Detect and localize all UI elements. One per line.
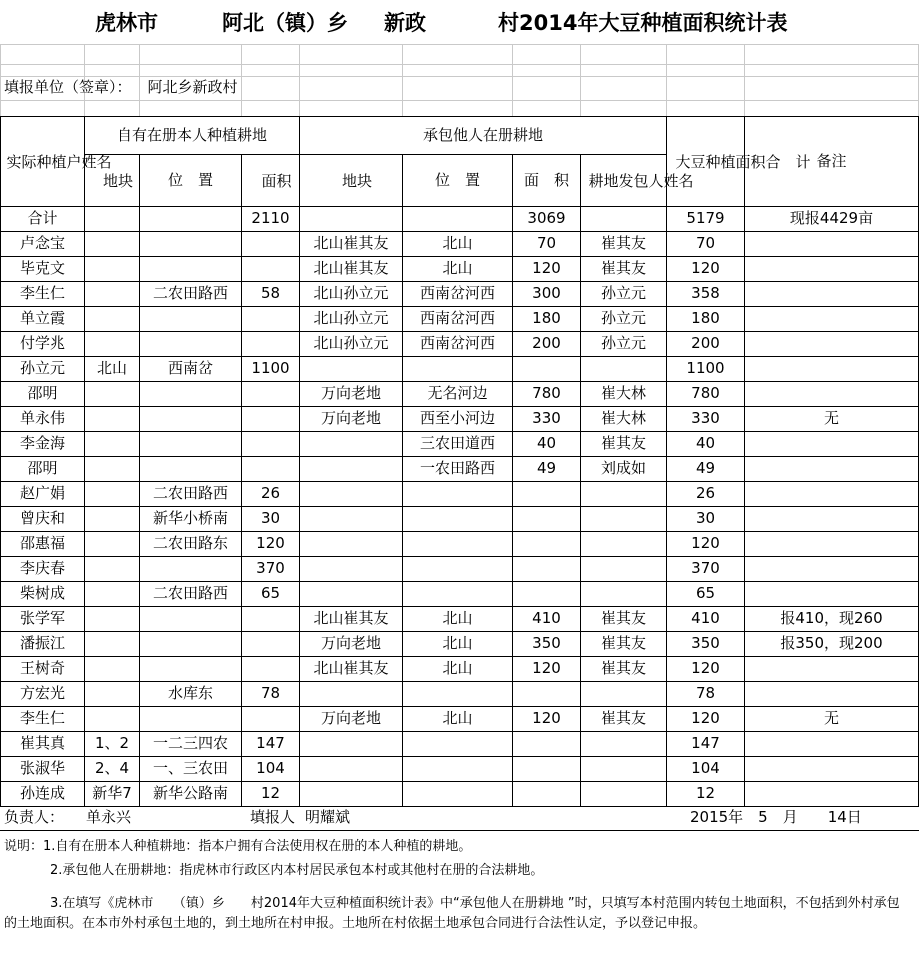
contract-location: 北山 xyxy=(403,657,513,682)
contract-area xyxy=(513,357,581,382)
own-location: 西南岔 xyxy=(140,357,242,382)
contract-area xyxy=(513,557,581,582)
remark: 无 xyxy=(745,707,919,732)
contract-owner: 崔其友 xyxy=(581,232,667,257)
total-area: 70 xyxy=(667,232,745,257)
contract-area xyxy=(513,482,581,507)
table-row xyxy=(1,657,919,682)
remark xyxy=(745,482,919,507)
contract-location xyxy=(403,757,513,782)
contract-area xyxy=(513,507,581,532)
own-plot xyxy=(85,657,140,682)
farmer-name: 邵明 xyxy=(1,382,85,407)
own-area xyxy=(242,257,300,282)
total-area: 410 xyxy=(667,607,745,632)
total-area: 120 xyxy=(667,532,745,557)
own-plot xyxy=(85,607,140,632)
contract-owner: 孙立元 xyxy=(581,332,667,357)
header-own-group: 自有在册本人种植耕地 xyxy=(85,117,300,155)
farmer-name: 潘振江 xyxy=(1,632,85,657)
own-plot xyxy=(85,332,140,357)
summary-own-area: 2110 xyxy=(242,207,300,232)
contract-plot xyxy=(300,532,403,557)
contract-location: 三农田道西 xyxy=(403,432,513,457)
own-area xyxy=(242,407,300,432)
total-area: 780 xyxy=(667,382,745,407)
total-area: 358 xyxy=(667,282,745,307)
own-plot xyxy=(85,707,140,732)
farmer-name: 崔其真 xyxy=(1,732,85,757)
contract-plot: 北山孙立元 xyxy=(300,282,403,307)
own-plot: 1、2 xyxy=(85,732,140,757)
contract-location: 一农田路西 xyxy=(403,457,513,482)
header-contract-owner: 耕地发包人姓名 xyxy=(581,155,667,207)
own-location xyxy=(140,382,242,407)
own-location: 新华公路南 xyxy=(140,782,242,807)
farmer-name: 毕克文 xyxy=(1,257,85,282)
footer-divider xyxy=(0,830,919,831)
total-area: 147 xyxy=(667,732,745,757)
note-2: 2.承包他人在册耕地：指虎林市行政区内本村居民承包本村或其他村在册的合法耕地。 xyxy=(50,863,544,878)
table-row xyxy=(1,457,919,482)
own-location: 一二三四农 xyxy=(140,732,242,757)
header-farmer: 实际种植户姓名 xyxy=(1,117,85,207)
table-row xyxy=(1,382,919,407)
contract-location xyxy=(403,557,513,582)
contract-owner: 崔其友 xyxy=(581,607,667,632)
contract-plot: 万向老地 xyxy=(300,707,403,732)
own-location xyxy=(140,607,242,632)
remark xyxy=(745,557,919,582)
farmer-name: 张学军 xyxy=(1,607,85,632)
page-title xyxy=(0,0,919,44)
contract-area xyxy=(513,757,581,782)
farmer-name: 赵广娟 xyxy=(1,482,85,507)
contract-location xyxy=(403,782,513,807)
contract-area xyxy=(513,782,581,807)
own-area xyxy=(242,232,300,257)
farmer-name: 李生仁 xyxy=(1,707,85,732)
table-row xyxy=(1,582,919,607)
note-3: 3.在填写《虎林市 （镇）乡 村2014年大豆种植面积统计表》中“承包他人在册耕地 ”时，只填写本村范围内转包土地面积，不包括到外村承包的土地面积。在本市外村承包土地的，到土地所在村申报。土地所在村依据土地承包合同进行合法性认定，予以登记申报。 xyxy=(4,896,900,931)
contract-owner: 崔大林 xyxy=(581,382,667,407)
contract-location xyxy=(403,507,513,532)
reporting-unit-value: 阿北乡新政村 xyxy=(147,78,238,96)
total-area: 49 xyxy=(667,457,745,482)
remark xyxy=(745,307,919,332)
own-plot xyxy=(85,407,140,432)
filler-name: 明耀斌 xyxy=(305,808,351,826)
own-area: 78 xyxy=(242,682,300,707)
title-town: 阿北（镇）乡 xyxy=(222,11,348,35)
table-row xyxy=(1,507,919,532)
remark xyxy=(745,507,919,532)
table-row xyxy=(1,282,919,307)
summary-label: 合计 xyxy=(1,207,85,232)
report-date: 2015年 5 月 14日 xyxy=(690,808,862,826)
remark xyxy=(745,757,919,782)
remark xyxy=(745,382,919,407)
own-plot: 2、4 xyxy=(85,757,140,782)
total-area: 200 xyxy=(667,332,745,357)
own-location xyxy=(140,632,242,657)
total-area: 120 xyxy=(667,257,745,282)
contract-location: 北山 xyxy=(403,232,513,257)
contract-location xyxy=(403,582,513,607)
own-location xyxy=(140,232,242,257)
remark xyxy=(745,457,919,482)
contract-location xyxy=(403,732,513,757)
farmer-name: 王树奇 xyxy=(1,657,85,682)
own-plot xyxy=(85,582,140,607)
own-location: 二农田路西 xyxy=(140,282,242,307)
contract-plot xyxy=(300,682,403,707)
total-area: 120 xyxy=(667,657,745,682)
own-location: 二农田路西 xyxy=(140,482,242,507)
remark xyxy=(745,782,919,807)
own-location: 二农田路西 xyxy=(140,582,242,607)
contract-plot xyxy=(300,757,403,782)
note-1: 说明：1.自有在册本人种植耕地：指本户拥有合法使用权在册的本人种植的耕地。 xyxy=(4,839,472,854)
farmer-name: 单永伟 xyxy=(1,407,85,432)
contract-owner: 崔其友 xyxy=(581,257,667,282)
remark xyxy=(745,432,919,457)
reporting-unit xyxy=(4,76,238,97)
contract-area: 120 xyxy=(513,707,581,732)
own-area xyxy=(242,307,300,332)
header-own-area: 面积 xyxy=(242,155,300,207)
table-row xyxy=(1,307,919,332)
contract-area xyxy=(513,532,581,557)
own-area: 26 xyxy=(242,482,300,507)
own-location xyxy=(140,332,242,357)
contract-plot: 北山孙立元 xyxy=(300,332,403,357)
total-area: 26 xyxy=(667,482,745,507)
own-area: 370 xyxy=(242,557,300,582)
contract-plot xyxy=(300,782,403,807)
total-area: 30 xyxy=(667,507,745,532)
own-area xyxy=(242,382,300,407)
contract-area: 200 xyxy=(513,332,581,357)
table-row xyxy=(1,782,919,807)
farmer-name: 曾庆和 xyxy=(1,507,85,532)
farmer-name: 单立霞 xyxy=(1,307,85,332)
own-location: 一、三农田 xyxy=(140,757,242,782)
contract-area: 40 xyxy=(513,432,581,457)
own-area xyxy=(242,457,300,482)
table-row xyxy=(1,732,919,757)
table-row xyxy=(1,257,919,282)
table-row xyxy=(1,482,919,507)
total-area: 78 xyxy=(667,682,745,707)
total-area: 330 xyxy=(667,407,745,432)
own-location xyxy=(140,407,242,432)
summary-total: 5179 xyxy=(667,207,745,232)
own-area xyxy=(242,607,300,632)
own-plot xyxy=(85,257,140,282)
contract-plot xyxy=(300,507,403,532)
contract-area: 120 xyxy=(513,257,581,282)
own-plot xyxy=(85,432,140,457)
contract-owner xyxy=(581,782,667,807)
contract-plot: 北山崔其友 xyxy=(300,657,403,682)
contract-owner: 刘成如 xyxy=(581,457,667,482)
remark xyxy=(745,282,919,307)
contract-area: 70 xyxy=(513,232,581,257)
farmer-name: 卢念宝 xyxy=(1,232,85,257)
remark xyxy=(745,357,919,382)
total-area: 370 xyxy=(667,557,745,582)
own-plot xyxy=(85,282,140,307)
total-area: 12 xyxy=(667,782,745,807)
summary-contract-area: 3069 xyxy=(513,207,581,232)
header-remark: 备注 xyxy=(745,117,919,207)
own-plot: 新华7 xyxy=(85,782,140,807)
header-total: 大豆种植面积合 计 xyxy=(667,117,745,207)
own-area: 147 xyxy=(242,732,300,757)
contract-owner xyxy=(581,357,667,382)
header-contract-area: 面 积 xyxy=(513,155,581,207)
total-area: 180 xyxy=(667,307,745,332)
own-location xyxy=(140,457,242,482)
own-area: 104 xyxy=(242,757,300,782)
own-plot xyxy=(85,557,140,582)
own-location xyxy=(140,432,242,457)
own-area xyxy=(242,707,300,732)
contract-owner: 崔其友 xyxy=(581,432,667,457)
total-area: 104 xyxy=(667,757,745,782)
own-plot xyxy=(85,382,140,407)
contract-plot: 北山崔其友 xyxy=(300,257,403,282)
contract-location xyxy=(403,482,513,507)
own-location xyxy=(140,307,242,332)
farmer-name: 孙连成 xyxy=(1,782,85,807)
farmer-name: 李庆春 xyxy=(1,557,85,582)
farmer-name: 柴树成 xyxy=(1,582,85,607)
contract-area: 410 xyxy=(513,607,581,632)
remark: 无 xyxy=(745,407,919,432)
contract-owner: 崔大林 xyxy=(581,407,667,432)
contract-location xyxy=(403,357,513,382)
contract-area: 780 xyxy=(513,382,581,407)
soybean-table xyxy=(0,116,919,807)
table-row xyxy=(1,357,919,382)
contract-location: 西南岔河西 xyxy=(403,307,513,332)
contract-owner: 孙立元 xyxy=(581,282,667,307)
contract-plot: 北山孙立元 xyxy=(300,307,403,332)
table-row xyxy=(1,532,919,557)
contract-plot xyxy=(300,357,403,382)
table-row xyxy=(1,432,919,457)
total-area: 350 xyxy=(667,632,745,657)
header-contract-location: 位 置 xyxy=(403,155,513,207)
own-area: 1100 xyxy=(242,357,300,382)
reporting-unit-label: 填报单位（签章）： xyxy=(4,78,132,96)
own-plot xyxy=(85,507,140,532)
contract-plot: 万向老地 xyxy=(300,382,403,407)
contract-plot: 万向老地 xyxy=(300,407,403,432)
total-area: 40 xyxy=(667,432,745,457)
title-village: 新政 xyxy=(384,11,426,35)
own-area xyxy=(242,657,300,682)
table-row xyxy=(1,682,919,707)
own-location: 二农田路东 xyxy=(140,532,242,557)
contract-owner xyxy=(581,582,667,607)
contract-location: 北山 xyxy=(403,707,513,732)
table-row xyxy=(1,407,919,432)
title-rest: 村2014年大豆种植面积统计表 xyxy=(498,11,788,35)
remark xyxy=(745,332,919,357)
contract-owner xyxy=(581,482,667,507)
contract-location xyxy=(403,682,513,707)
contract-owner: 孙立元 xyxy=(581,307,667,332)
table-row xyxy=(1,757,919,782)
contract-plot: 万向老地 xyxy=(300,632,403,657)
contract-owner xyxy=(581,557,667,582)
contract-owner: 崔其友 xyxy=(581,707,667,732)
contract-location: 北山 xyxy=(403,632,513,657)
remark xyxy=(745,582,919,607)
remark xyxy=(745,657,919,682)
own-area xyxy=(242,632,300,657)
farmer-name: 邵明 xyxy=(1,457,85,482)
table-row xyxy=(1,607,919,632)
contract-plot xyxy=(300,432,403,457)
contract-owner xyxy=(581,682,667,707)
contract-location xyxy=(403,532,513,557)
summary-remark: 现报4429亩 xyxy=(745,207,919,232)
contract-plot xyxy=(300,582,403,607)
contract-location: 西南岔河西 xyxy=(403,332,513,357)
own-area: 120 xyxy=(242,532,300,557)
contract-area xyxy=(513,582,581,607)
remark: 报410，现260 xyxy=(745,607,919,632)
own-area: 65 xyxy=(242,582,300,607)
contract-area: 180 xyxy=(513,307,581,332)
leader-label: 负责人： xyxy=(4,808,65,826)
remark xyxy=(745,257,919,282)
remark xyxy=(745,682,919,707)
header-contract-group: 承包他人在册耕地 xyxy=(300,117,667,155)
own-plot xyxy=(85,232,140,257)
contract-plot: 北山崔其友 xyxy=(300,232,403,257)
own-plot xyxy=(85,482,140,507)
farmer-name: 李生仁 xyxy=(1,282,85,307)
contract-area: 300 xyxy=(513,282,581,307)
own-area: 58 xyxy=(242,282,300,307)
own-location xyxy=(140,657,242,682)
data-rows xyxy=(1,232,919,807)
own-plot xyxy=(85,682,140,707)
header-own-location: 位 置 xyxy=(140,155,242,207)
contract-area: 49 xyxy=(513,457,581,482)
summary-row xyxy=(1,207,919,232)
remark xyxy=(745,232,919,257)
contract-location: 西南岔河西 xyxy=(403,282,513,307)
table-row xyxy=(1,632,919,657)
remark: 报350，现200 xyxy=(745,632,919,657)
contract-area: 120 xyxy=(513,657,581,682)
header-contract-plot: 地块 xyxy=(300,155,403,207)
farmer-name: 李金海 xyxy=(1,432,85,457)
table-row xyxy=(1,332,919,357)
contract-owner xyxy=(581,732,667,757)
contract-owner: 崔其友 xyxy=(581,632,667,657)
own-location xyxy=(140,557,242,582)
contract-location: 北山 xyxy=(403,257,513,282)
contract-location: 北山 xyxy=(403,607,513,632)
table-row xyxy=(1,707,919,732)
filler-label: 填报人 xyxy=(250,808,296,826)
remark xyxy=(745,732,919,757)
own-plot: 北山 xyxy=(85,357,140,382)
header-own-plot: 地块 xyxy=(85,155,140,207)
table-row xyxy=(1,557,919,582)
title-city: 虎林市 xyxy=(95,11,158,35)
own-area: 30 xyxy=(242,507,300,532)
contract-owner: 崔其友 xyxy=(581,657,667,682)
table-row xyxy=(1,232,919,257)
remark xyxy=(745,532,919,557)
contract-location: 无名河边 xyxy=(403,382,513,407)
contract-owner xyxy=(581,507,667,532)
contract-plot xyxy=(300,482,403,507)
contract-location: 西至小河边 xyxy=(403,407,513,432)
farmer-name: 邵惠福 xyxy=(1,532,85,557)
contract-area xyxy=(513,682,581,707)
own-area xyxy=(242,432,300,457)
total-area: 1100 xyxy=(667,357,745,382)
contract-plot xyxy=(300,457,403,482)
contract-plot xyxy=(300,557,403,582)
contract-plot xyxy=(300,732,403,757)
contract-plot: 北山崔其友 xyxy=(300,607,403,632)
own-location xyxy=(140,707,242,732)
contract-area: 350 xyxy=(513,632,581,657)
farmer-name: 付学兆 xyxy=(1,332,85,357)
own-area xyxy=(242,332,300,357)
own-location xyxy=(140,257,242,282)
contract-owner xyxy=(581,757,667,782)
farmer-name: 孙立元 xyxy=(1,357,85,382)
total-area: 120 xyxy=(667,707,745,732)
own-plot xyxy=(85,307,140,332)
total-area: 65 xyxy=(667,582,745,607)
own-plot xyxy=(85,457,140,482)
leader-name: 单永兴 xyxy=(86,808,132,826)
own-area: 12 xyxy=(242,782,300,807)
own-location: 水库东 xyxy=(140,682,242,707)
own-plot xyxy=(85,632,140,657)
own-location: 新华小桥南 xyxy=(140,507,242,532)
farmer-name: 张淑华 xyxy=(1,757,85,782)
own-plot xyxy=(85,532,140,557)
contract-area xyxy=(513,732,581,757)
farmer-name: 方宏光 xyxy=(1,682,85,707)
contract-area: 330 xyxy=(513,407,581,432)
contract-owner xyxy=(581,532,667,557)
